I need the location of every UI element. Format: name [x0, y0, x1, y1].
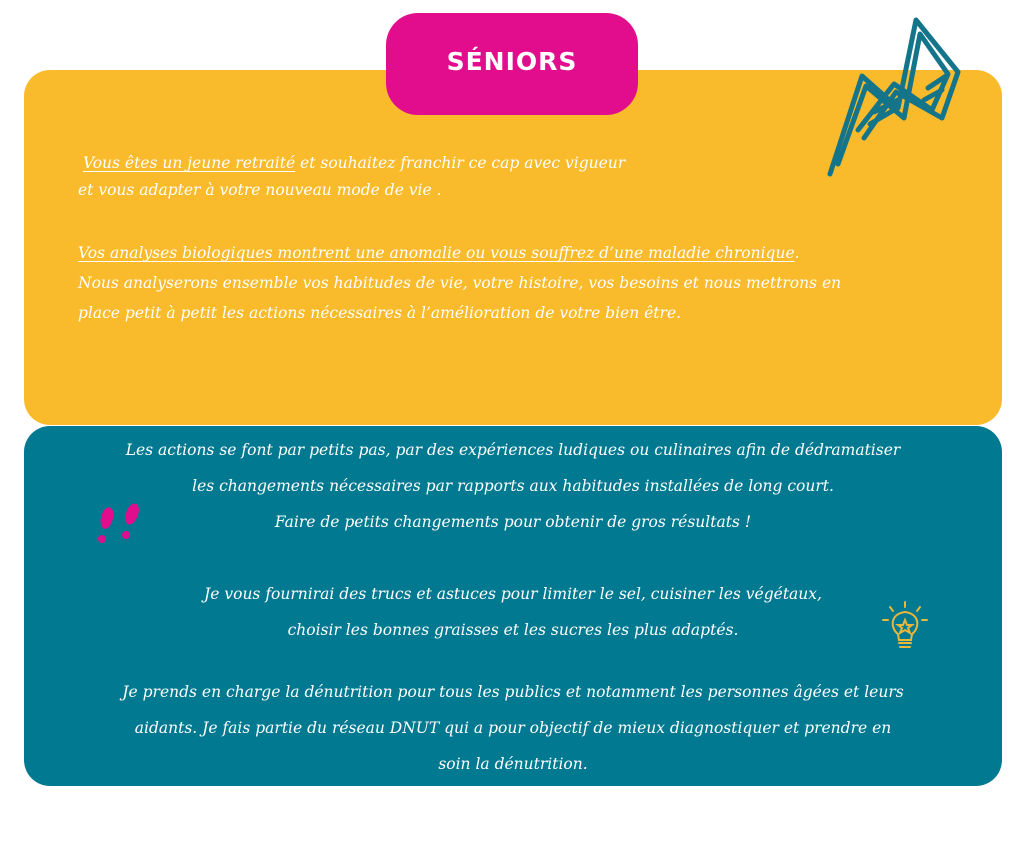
lightning-bolt-icon — [824, 14, 964, 184]
yellow-line-4: Nous analyserons ensemble vos habitudes de vie, votre histoire, vos besoins et nous mettrons en — [78, 274, 842, 292]
teal-paragraph-1 — [24, 432, 1002, 540]
teal-p2-line-1: Je vous fournirai des trucs et astuces pour limiter le sel, cuisiner les végétaux, — [204, 585, 822, 603]
yellow-line-2: et vous adapter à votre nouveau mode de vie . — [78, 181, 442, 199]
yellow-line-3-rest: . — [794, 244, 800, 262]
teal-paragraph-2 — [24, 576, 1002, 648]
page-title: SÉNIORS — [446, 46, 578, 76]
yellow-line-5: place petit à petit les actions nécessaires à l’amélioration de votre bien être. — [78, 304, 682, 322]
teal-p3-line-2: aidants. Je fais partie du réseau DNUT qui a pour objectif de mieux diagnostiquer et prendre en — [134, 719, 892, 737]
teal-p2-line-2: choisir les bonnes graisses et les sucres les plus adaptés. — [287, 621, 739, 639]
yellow-line-3-underlined: Vos analyses biologiques montrent une anomalie ou vous souffrez d’une maladie chronique — [78, 244, 795, 262]
teal-p1-line-3: Faire de petits changements pour obtenir de gros résultats ! — [274, 513, 752, 531]
teal-paragraph-3 — [24, 674, 1002, 782]
teal-p3-line-1: Je prends en charge la dénutrition pour tous les publics et notamment les personnes âgées et leurs — [122, 683, 904, 701]
teal-p1-line-2: les changements nécessaires par rapports aux habitudes installées de long court. — [192, 477, 834, 495]
title-badge — [386, 13, 638, 115]
yellow-line-3 — [78, 240, 800, 266]
yellow-line-1-underlined: Vous êtes un jeune retraité — [82, 154, 296, 172]
teal-p3-line-3: soin la dénutrition. — [438, 755, 588, 773]
yellow-line-1 — [78, 150, 625, 176]
teal-p1-line-1: Les actions se font par petits pas, par des expériences ludiques ou culinaires afin de dédramatiser — [125, 441, 901, 459]
yellow-line-1-rest: et souhaitez franchir ce cap avec vigueur — [295, 154, 626, 172]
